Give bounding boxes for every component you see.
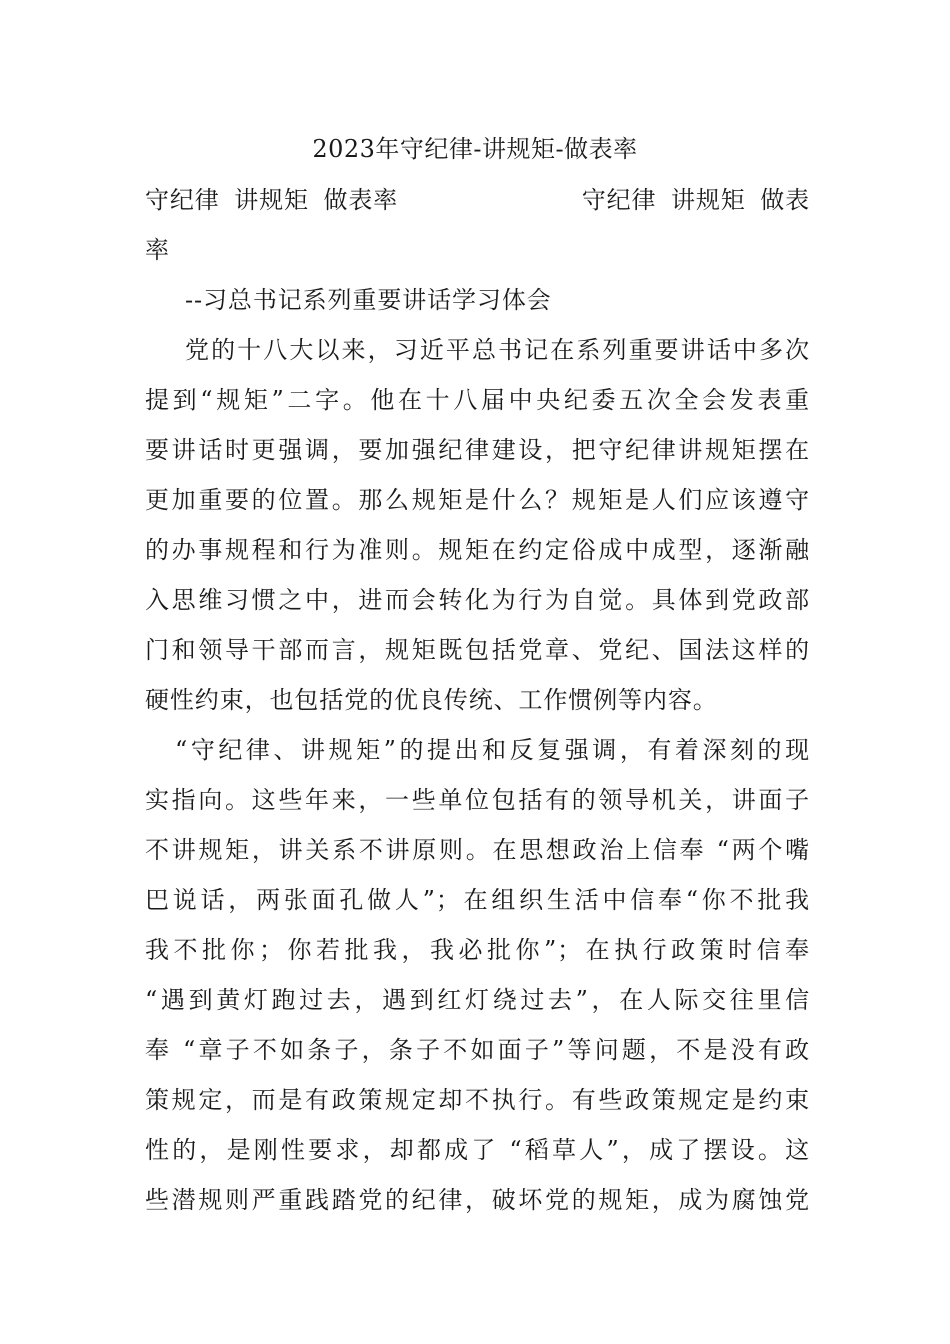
header-left: 守纪律 讲规矩 做表率 bbox=[145, 186, 399, 214]
header-right: 守纪律 讲规矩 做表 bbox=[581, 186, 810, 214]
paragraph-line: 些潜规则严重践踏党的纪律，破坏党的规矩，成为腐蚀党 bbox=[145, 1186, 810, 1214]
header-wrap: 率 bbox=[145, 236, 170, 264]
paragraph-line: 的办事规程和行为准则。规矩在约定俗成中成型，逐渐融 bbox=[145, 536, 810, 564]
paragraph-line: 提到“规矩”二字。他在十八届中央纪委五次全会发表重 bbox=[145, 386, 810, 414]
paragraph-line: 硬性约束，也包括党的优良传统、工作惯例等内容。 bbox=[145, 686, 718, 714]
paragraph-line: “遇到黄灯跑过去，遇到红灯绕过去”，在人际交往里信 bbox=[145, 986, 810, 1014]
paragraph-line: 要讲话时更强调，要加强纪律建设，把守纪律讲规矩摆在 bbox=[145, 436, 810, 464]
paragraph-line: 巴说话，两张面孔做人”；在组织生活中信奉“你不批我 bbox=[145, 886, 810, 914]
paragraph-line: 门和领导干部而言，规矩既包括党章、党纪、国法这样的 bbox=[145, 636, 810, 664]
paragraph-line: “守纪律、讲规矩”的提出和反复强调，有着深刻的现 bbox=[175, 736, 810, 764]
paragraph-line: 不讲规矩，讲关系不讲原则。在思想政治上信奉 “两个嘴 bbox=[145, 836, 810, 864]
document-title: 2023年守纪律-讲规矩-做表率 bbox=[312, 135, 638, 163]
header-line bbox=[145, 182, 810, 218]
paragraph-line: 性的，是刚性要求，却都成了 “稻草人”，成了摆设。这 bbox=[145, 1136, 810, 1164]
paragraph-line: 入思维习惯之中，进而会转化为行为自觉。具体到党政部 bbox=[145, 586, 810, 614]
paragraph-line: 实指向。这些年来，一些单位包括有的领导机关，讲面子 bbox=[145, 786, 810, 814]
paragraph-line: 党的十八大以来，习近平总书记在系列重要讲话中多次 bbox=[185, 336, 810, 364]
paragraph-line: 策规定，而是有政策规定却不执行。有些政策规定是约束 bbox=[145, 1086, 810, 1114]
paragraph-line: 我不批你；你若批我，我必批你”；在执行政策时信奉 bbox=[145, 936, 810, 964]
paragraph-line: 奉 “章子不如条子，条子不如面子”等问题，不是没有政 bbox=[145, 1036, 810, 1064]
paragraph-line: 更加重要的位置。那么规矩是什么？规矩是人们应该遵守 bbox=[145, 486, 810, 514]
subtitle: --习总书记系列重要讲话学习体会 bbox=[185, 286, 552, 314]
